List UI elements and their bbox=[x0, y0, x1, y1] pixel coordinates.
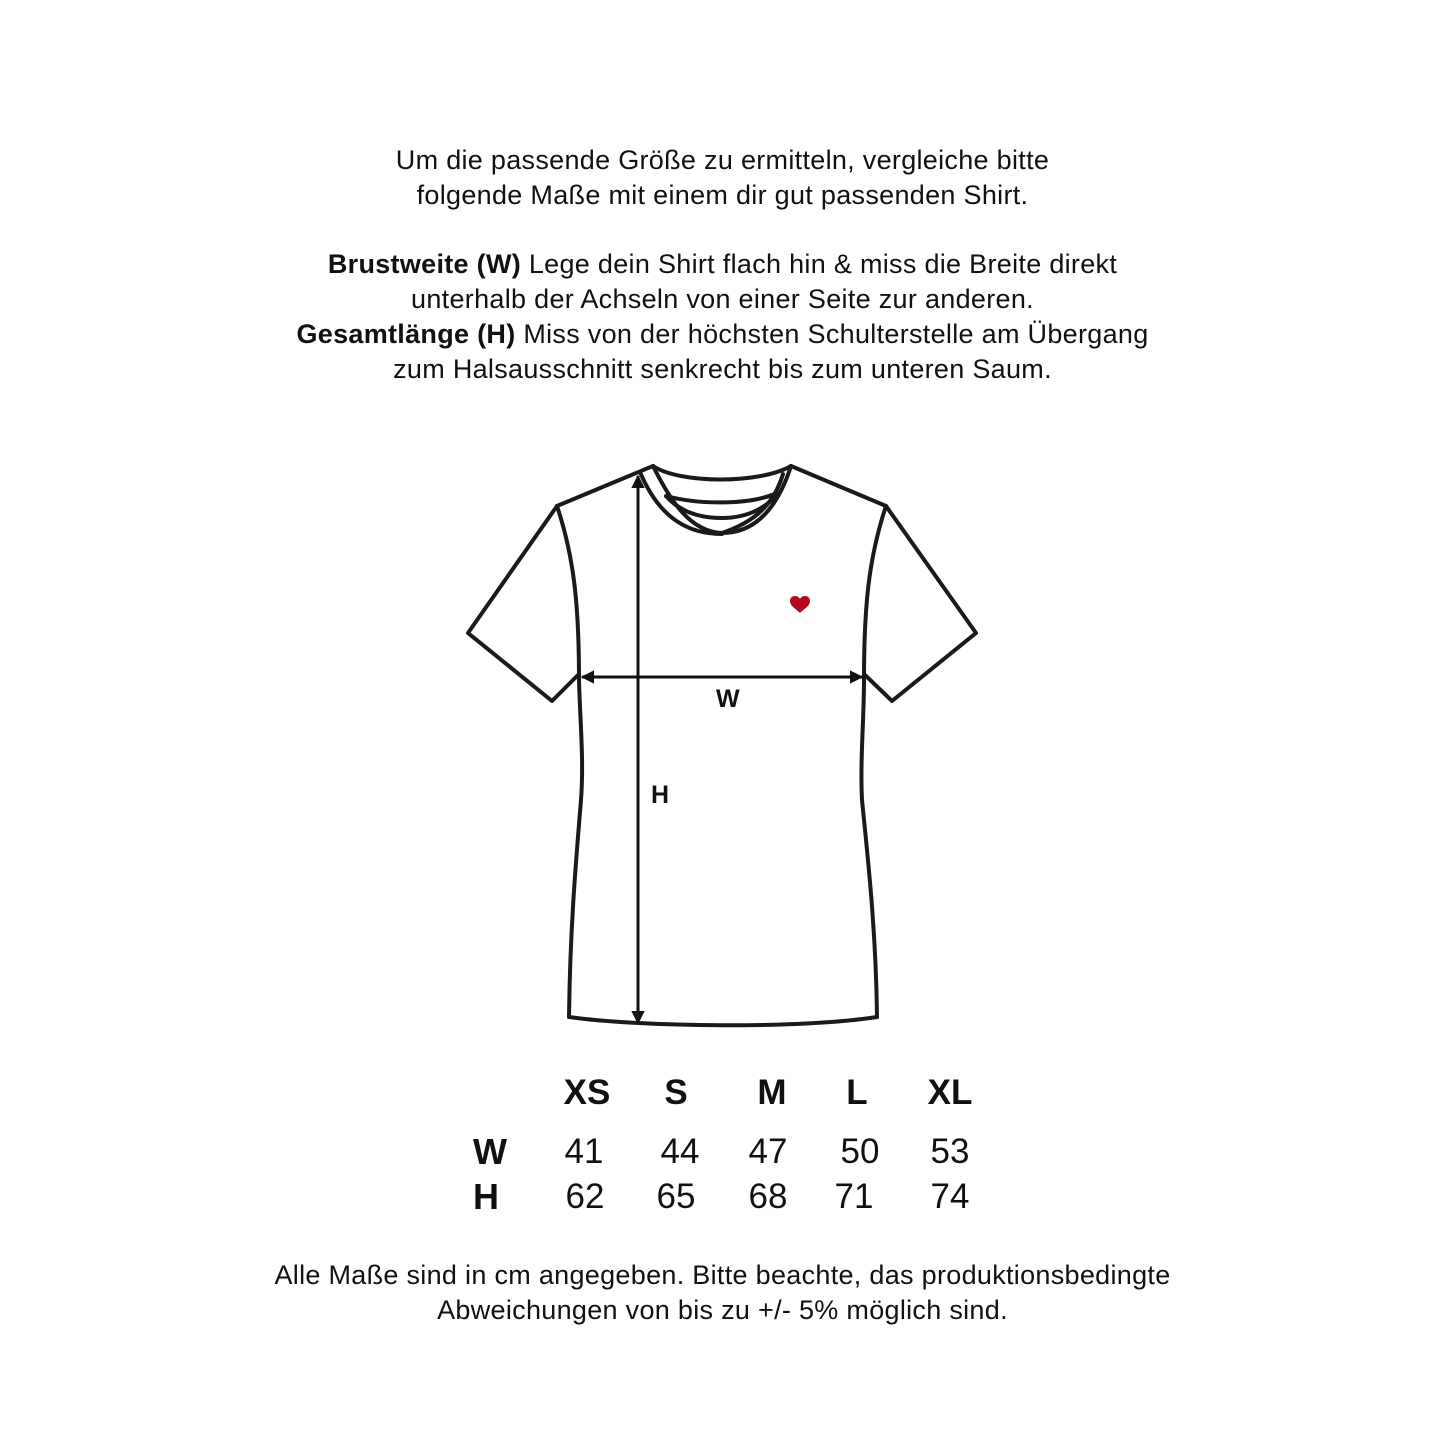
size-header-row bbox=[460, 1070, 1000, 1115]
spacer bbox=[0, 213, 1445, 247]
size-s: S bbox=[664, 1073, 688, 1112]
size-m: M bbox=[757, 1073, 787, 1112]
cell-w-xl: 53 bbox=[930, 1132, 970, 1171]
length-text-1: Miss von der höchsten Schulterstelle am Übergang bbox=[515, 319, 1149, 349]
footer-line-1: Alle Maße sind in cm angegeben. Bitte beachte, das produktionsbedingte bbox=[274, 1260, 1171, 1290]
cell-h-xl: 74 bbox=[930, 1177, 970, 1216]
width-label: W bbox=[716, 685, 740, 713]
cell-w-l: 50 bbox=[840, 1132, 880, 1171]
disclaimer bbox=[0, 1258, 1445, 1328]
size-l: L bbox=[846, 1073, 868, 1112]
chest-text-2: unterhalb der Achseln von einer Seite zur anderen. bbox=[411, 284, 1034, 314]
size-xl: XL bbox=[927, 1073, 973, 1112]
length-instruction bbox=[0, 317, 1445, 352]
chest-term: Brustweite (W) bbox=[327, 249, 522, 279]
table-row bbox=[460, 1174, 1000, 1219]
cell-h-xs: 62 bbox=[565, 1177, 605, 1216]
chest-instruction bbox=[0, 247, 1445, 282]
length-text-2: zum Halsausschnitt senkrecht bis zum unteren Saum. bbox=[393, 354, 1052, 384]
footer-line-2: Abweichungen von bis zu +/- 5% möglich sind. bbox=[437, 1295, 1008, 1325]
cell-h-s: 65 bbox=[656, 1177, 696, 1216]
cell-h-l: 71 bbox=[834, 1177, 874, 1216]
cell-w-m: 47 bbox=[748, 1132, 788, 1171]
row-label-h: H bbox=[473, 1176, 499, 1217]
instructions bbox=[0, 143, 1445, 387]
length-term: Gesamtlänge (H) bbox=[296, 319, 516, 349]
heart-icon bbox=[790, 596, 810, 613]
row-label-w: W bbox=[473, 1131, 507, 1172]
height-label: H bbox=[651, 781, 670, 809]
cell-h-m: 68 bbox=[748, 1177, 788, 1216]
cell-w-xs: 41 bbox=[564, 1132, 604, 1171]
intro-line-1: Um die passende Größe zu ermitteln, vergleiche bitte bbox=[395, 145, 1050, 175]
intro-line-2: folgende Maße mit einem dir gut passenden Shirt. bbox=[416, 180, 1029, 210]
tshirt-outline bbox=[468, 466, 976, 1025]
chest-text-1: Lege dein Shirt flach hin & miss die Breite direkt bbox=[521, 249, 1118, 279]
table-row bbox=[460, 1129, 1000, 1174]
cell-w-s: 44 bbox=[660, 1132, 700, 1171]
size-xs: XS bbox=[563, 1073, 611, 1112]
